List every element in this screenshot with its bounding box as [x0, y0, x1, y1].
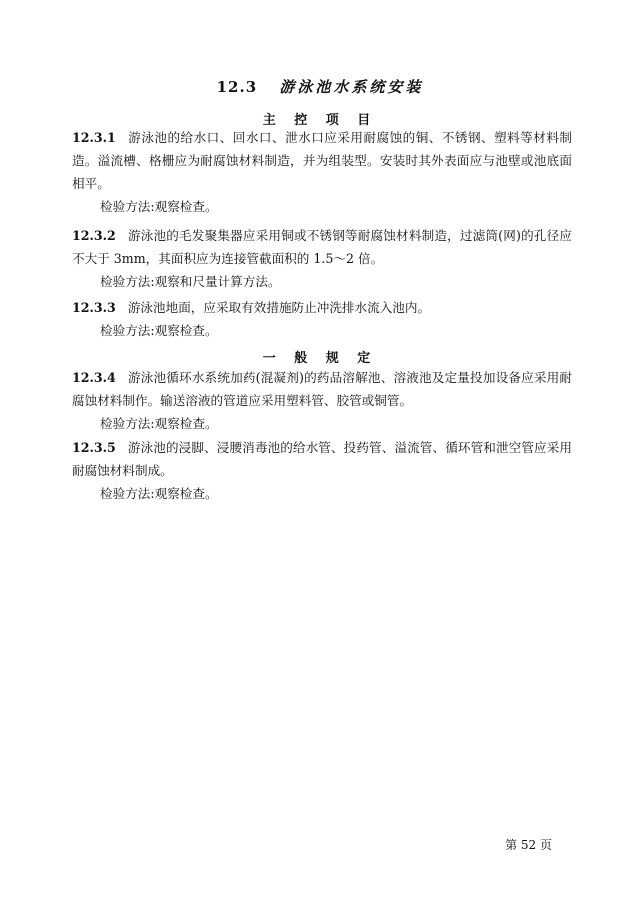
- clause-text: 游泳池的毛发聚集器应采用铜或不锈钢等耐腐蚀材料制造，过滤筒(网)的孔径应不大于 3mm，其面积应为连接管截面积的 1.5～2 倍。: [72, 228, 572, 266]
- clause-12-3-5: [72, 436, 572, 505]
- main-items-heading: 主 控 项 目: [262, 113, 378, 128]
- clause-code: 12.3.5: [72, 440, 116, 455]
- inspection-method: 检验方法:观察和尺量计算方法。: [100, 274, 281, 289]
- general-items-heading: 一 般 规 定: [262, 351, 378, 366]
- clause-paragraph: [72, 296, 572, 319]
- clause-12-3-3: [72, 296, 572, 342]
- clause-text: 游泳池的给水口、回水口、泄水口应采用耐腐蚀的铜、不锈钢、塑料等材料制造。溢流槽、格栅应为耐腐蚀材料制造，并为组装型。安装时其外表面应与池壁或池底面相平。: [72, 130, 572, 191]
- page-number: 第 52 页: [505, 838, 552, 852]
- clause-paragraph: [72, 436, 572, 482]
- clause-12-3-1: [72, 126, 572, 218]
- clause-paragraph: [72, 224, 572, 270]
- clause-12-3-2: [72, 224, 572, 293]
- clause-12-3-4: [72, 366, 572, 435]
- clause-text: 游泳池地面，应采取有效措施防止冲洗排水流入池内。: [127, 300, 431, 315]
- inspection-method: 检验方法:观察检查。: [100, 416, 218, 431]
- section-title: [0, 76, 640, 97]
- inspection-method: 检验方法:观察检查。: [100, 199, 218, 214]
- section-title-text: 游泳池水系统安装: [279, 78, 424, 96]
- clause-code: 12.3.3: [72, 300, 116, 315]
- clause-text: 游泳池的浸脚、浸腰消毒池的给水管、投药管、溢流管、循环管和泄空管应采用耐腐蚀材料制成。: [72, 440, 572, 478]
- clause-code: 12.3.2: [72, 228, 116, 243]
- clause-paragraph: [72, 366, 572, 412]
- inspection-method: 检验方法:观察检查。: [100, 323, 218, 338]
- clause-code: 12.3.4: [72, 370, 116, 385]
- clause-code: 12.3.1: [72, 130, 116, 145]
- clause-text: 游泳池循环水系统加药(混凝剂)的药品溶解池、溶液池及定量投加设备应采用耐腐蚀材料制作。输送溶液的管道应采用塑料管、胶管或铜管。: [72, 370, 572, 408]
- section-number: 12.3: [216, 78, 258, 96]
- inspection-method: 检验方法:观察检查。: [100, 486, 218, 501]
- clause-paragraph: [72, 126, 572, 195]
